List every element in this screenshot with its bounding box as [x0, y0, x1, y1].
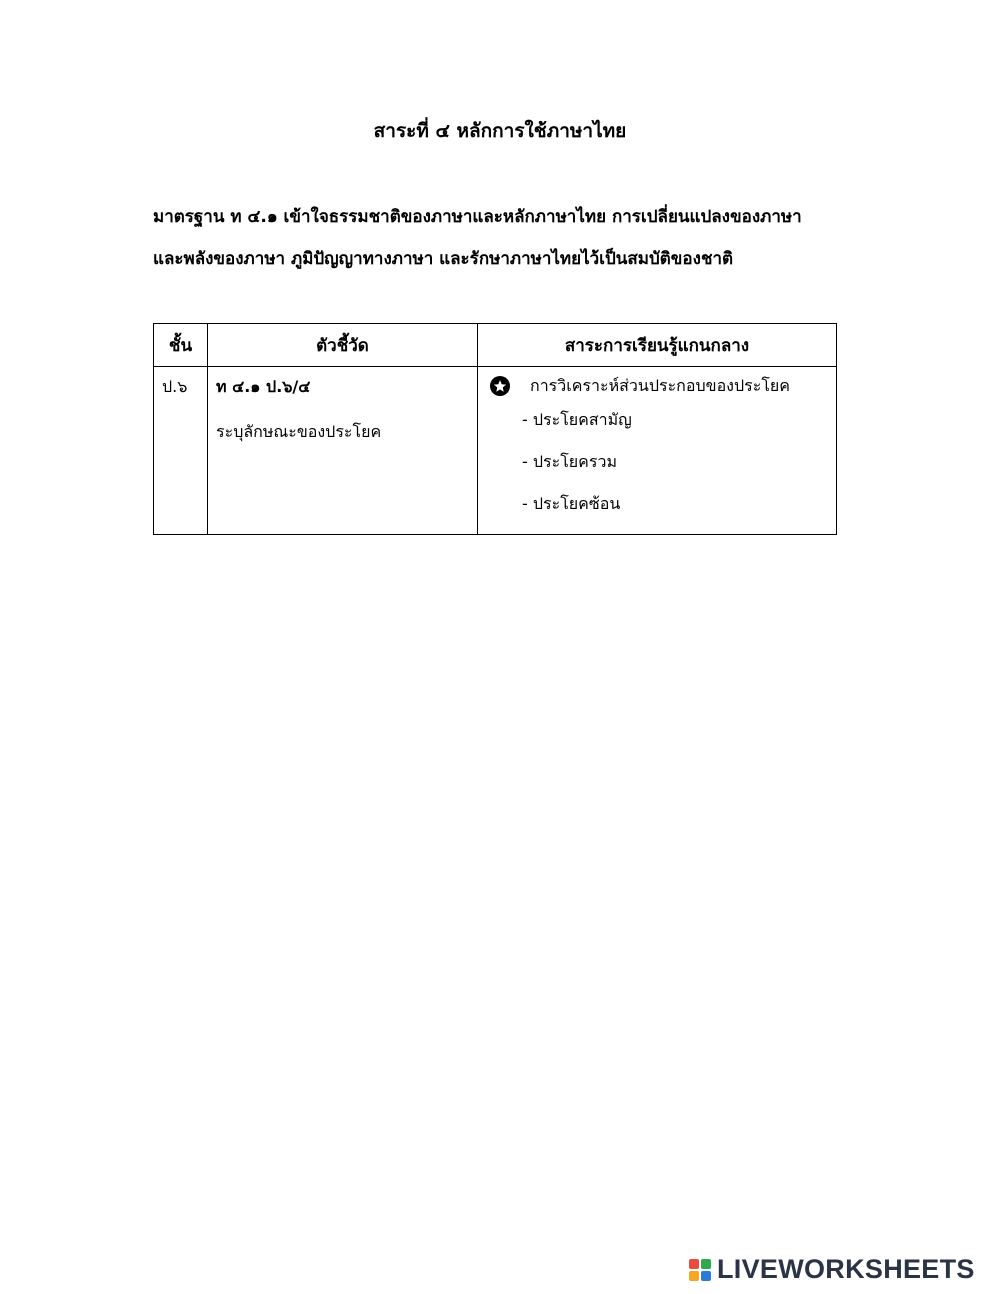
content-main-text: การวิเคราะห์ส่วนประกอบของประโยค [530, 375, 790, 395]
content-sub-item: - ประโยคสามัญ [522, 410, 632, 429]
content-main-item [490, 373, 836, 399]
liveworksheets-brand[interactable] [689, 1254, 975, 1285]
core-content-cell [478, 367, 837, 535]
logo-square [689, 1271, 699, 1281]
content-sub-item: - ประโยครวม [522, 452, 617, 471]
page-title: สาระที่ ๔ หลักการใช้ภาษาไทย [373, 120, 627, 142]
curriculum-table [153, 323, 837, 535]
indicator-code: ท ๔.๑ ป.๖/๔ [216, 377, 311, 396]
grade-label: ป.๖ [162, 377, 188, 396]
logo-square [701, 1259, 711, 1269]
brand-name: LIVEWORKSHEETS [717, 1254, 975, 1284]
header-indicator: ตัวชี้วัด [208, 324, 478, 367]
content-sub-item: - ประโยคซ้อน [522, 494, 621, 513]
grade-cell [154, 367, 208, 535]
header-core-content: สาระการเรียนรู้แกนกลาง [478, 324, 837, 367]
table-row [154, 367, 837, 535]
header-grade: ชั้น [154, 324, 208, 367]
standard-text-line-2: และพลังของภาษา ภูมิปัญญาทางภาษา และรักษาภาษาไทยไว้เป็นสมบัติของชาติ [153, 249, 734, 269]
standard-text-line-1: มาตรฐาน ท ๔.๑ เข้าใจธรรมชาติของภาษาและหลักภาษาไทย การเปลี่ยนแปลงของภาษา [153, 207, 802, 227]
indicator-cell [208, 367, 478, 535]
liveworksheets-logo-icon [689, 1259, 711, 1281]
star-circle-icon [490, 376, 510, 396]
table-header-row [154, 324, 837, 367]
logo-square [701, 1271, 711, 1281]
indicator-description: ระบุลักษณะของประโยค [216, 422, 382, 441]
logo-square [689, 1259, 699, 1269]
